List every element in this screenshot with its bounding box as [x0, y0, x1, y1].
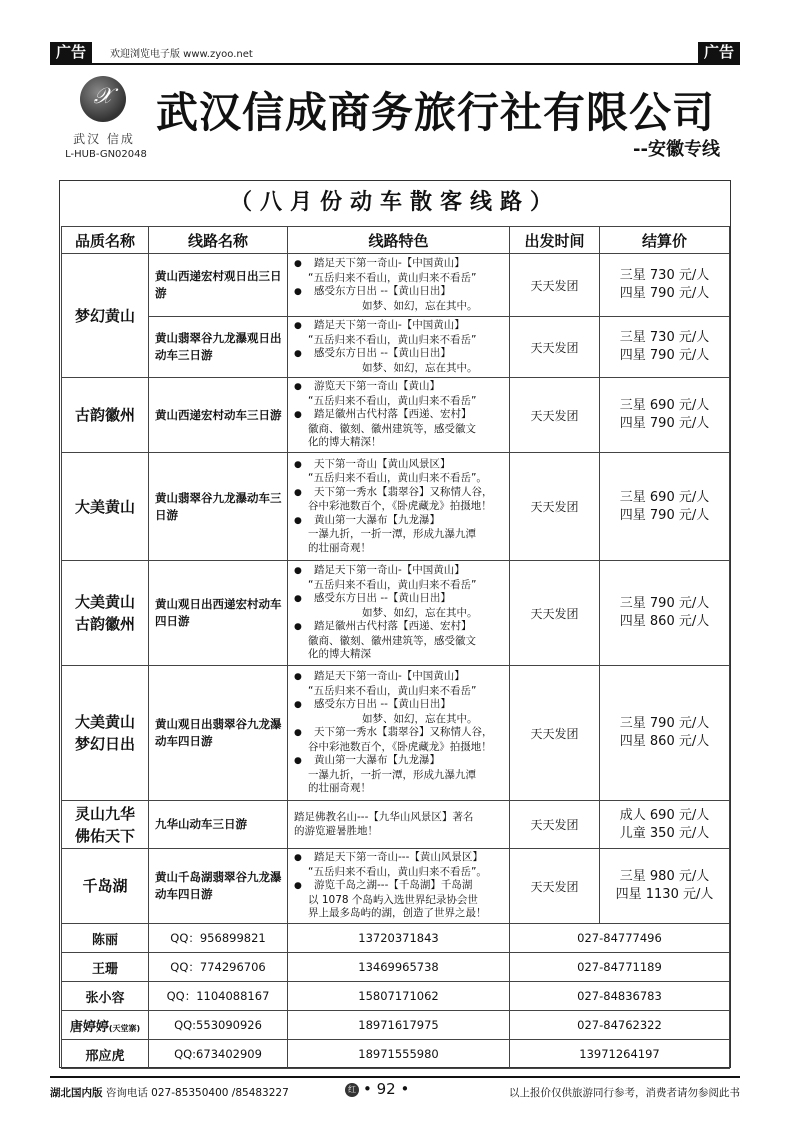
- route-name: 黄山西递宏村动车三日游: [149, 378, 288, 453]
- route-row: [62, 254, 730, 317]
- contact-name-text: 唐婷婷: [69, 1019, 109, 1035]
- departure-time: 天天发团: [510, 378, 600, 453]
- feature-text-line: “五岳归来不看山，黄山归来不看岳”: [308, 684, 477, 697]
- welcome-link[interactable]: 欢迎浏览电子版 www.zyoo.net: [110, 49, 253, 60]
- product-name-line: 古韵徽州: [74, 615, 135, 633]
- price-line: 四星 1130 元/人: [615, 887, 714, 902]
- contact-name-text: 陈丽: [91, 932, 118, 948]
- product-name-line: 梦幻黄山: [74, 306, 135, 325]
- feature-bullet-item: ● 踏足天下第一奇山-【中国黄山】: [294, 257, 506, 272]
- settlement-price: [600, 378, 730, 453]
- route-row: [62, 378, 730, 453]
- price-line: 四星 790 元/人: [619, 348, 710, 363]
- page-number: • 92 •: [363, 1080, 410, 1098]
- feature-bullet-item: ● 感受东方日出 --【黄山日出】: [294, 285, 506, 300]
- feature-text-line: 界上最多岛屿的湖，创造了世界之最！: [308, 907, 487, 920]
- price-line: 三星 690 元/人: [619, 398, 710, 413]
- contact-row: [62, 982, 730, 1011]
- product-name-line: 大美黄山: [74, 713, 135, 731]
- contact-mobile: 18971555980: [288, 1040, 510, 1069]
- edition-label: 湖北国内版: [50, 1087, 103, 1099]
- product-name-line: 大美黄山: [74, 593, 135, 611]
- price-line: 四星 860 元/人: [619, 614, 710, 629]
- settlement-price: [600, 561, 730, 666]
- route-row: [62, 561, 730, 666]
- feature-bullet-item: ● 踏足天下第一奇山-【中国黄山】: [294, 564, 506, 579]
- settlement-price: [600, 666, 730, 801]
- page-badge-icon: 红: [345, 1083, 359, 1097]
- departure-time: 天天发团: [510, 317, 600, 378]
- route-row: [62, 849, 730, 924]
- route-features: [288, 317, 510, 378]
- route-name: 黄山翡翠谷九龙瀑观日出动车三日游: [149, 317, 288, 378]
- contact-mobile: 15807171062: [288, 982, 510, 1011]
- license-code: L-HUB-GN02048: [65, 149, 147, 160]
- route-rows: [62, 254, 730, 924]
- product-name-line: 梦幻日出: [74, 735, 135, 753]
- contact-phone: 13971264197: [510, 1040, 730, 1069]
- route-name: 黄山观日出翡翠谷九龙瀑动车四日游: [149, 666, 288, 801]
- product-name: [62, 453, 149, 561]
- footer-left: [50, 1085, 289, 1100]
- table-title: （八月份动车散客线路）: [229, 190, 560, 215]
- settlement-price: [600, 801, 730, 849]
- contact-phone: 027-84836783: [510, 982, 730, 1011]
- col-header-route: 线路名称: [149, 227, 288, 254]
- hotline: 咨询电话 027-85350400 /85483227: [105, 1087, 289, 1099]
- feature-bullet-item: ● 踏足天下第一奇山-【中国黄山】: [294, 670, 506, 685]
- route-features: [288, 453, 510, 561]
- feature-text-line: 化的博大精深: [308, 648, 371, 661]
- feature-text-line: 的游览避暑胜地！: [294, 824, 378, 837]
- product-name: [62, 849, 149, 924]
- feature-bullet-item: ● 黄山第一大瀑布【九龙瀑】: [294, 514, 506, 529]
- route-name: 九华山动车三日游: [149, 801, 288, 849]
- feature-bullet-item: ● 踏足徽州古代村落【西递、宏村】: [294, 408, 506, 423]
- feature-bullet-item: ● 感受东方日出 --【黄山日出】: [294, 698, 506, 713]
- disclaimer: 以上报价仅供旅游同行参考，消费者请勿参阅此书: [509, 1087, 740, 1099]
- route-price-table: [61, 226, 730, 1069]
- departure-time: 天天发团: [510, 801, 600, 849]
- contact-name-text: 王珊: [91, 961, 118, 977]
- product-name: [62, 801, 149, 849]
- page-number-block: [345, 1080, 409, 1098]
- route-features: [288, 666, 510, 801]
- contact-name: [62, 953, 149, 982]
- product-name-line: 千岛湖: [82, 877, 128, 895]
- contact-qq: QQ：1104088167: [149, 982, 288, 1011]
- route-row: [62, 453, 730, 561]
- route-features: [288, 254, 510, 317]
- contact-mobile: 13469965738: [288, 953, 510, 982]
- product-name: [62, 666, 149, 801]
- product-name: [62, 254, 149, 378]
- company-logo: [64, 76, 154, 168]
- departure-time: 天天发团: [510, 666, 600, 801]
- feature-bullet-item: ● 游览天下第一奇山【黄山】: [294, 380, 506, 395]
- feature-text-line: “五岳归来不看山，黄山归来不看岳”: [308, 578, 477, 591]
- product-name: [62, 378, 149, 453]
- contact-name: [62, 924, 149, 953]
- route-row: [62, 666, 730, 801]
- feature-bullet-item: ● 黄山第一大瀑布【九龙瀑】: [294, 754, 506, 769]
- route-row: [62, 801, 730, 849]
- route-name: 黄山翡翠谷九龙瀑动车三日游: [149, 453, 288, 561]
- price-line: 三星 730 元/人: [619, 268, 710, 283]
- contact-mobile: 18971617975: [288, 1011, 510, 1040]
- product-name: [62, 561, 149, 666]
- feature-text-line: 化的博大精深！: [308, 436, 382, 449]
- ad-label-right: 广告: [698, 42, 740, 63]
- feature-text-line: 以 1078 个岛屿入选世界纪录协会世: [308, 893, 478, 906]
- feature-text-line: 一瀑九折，一折一潭，形成九瀑九潭: [308, 768, 476, 781]
- col-header-price: 结算价: [600, 227, 730, 254]
- col-header-features: 线路特色: [288, 227, 510, 254]
- contact-name-text: 张小容: [85, 990, 125, 1006]
- logo-name: 武汉 信成: [73, 132, 135, 146]
- price-line: 三星 790 元/人: [619, 716, 710, 731]
- feature-text-line: 如梦、如幻，忘在其中。: [362, 299, 478, 312]
- contact-phone: 027-84771189: [510, 953, 730, 982]
- feature-text-line: 徽商、徽刻、徽州建筑等，感受徽文: [308, 634, 476, 647]
- feature-text-line: 谷中彩池数百个，《卧虎藏龙》拍摄地！: [308, 740, 492, 753]
- price-line: 三星 730 元/人: [619, 330, 710, 345]
- top-bar: [50, 42, 740, 63]
- feature-text-line: “五岳归来不看山，黄山归来不看岳”。: [308, 865, 487, 878]
- contact-phone: 027-84762322: [510, 1011, 730, 1040]
- contact-phone: 027-84777496: [510, 924, 730, 953]
- col-header-departure: 出发时间: [510, 227, 600, 254]
- route-name: 黄山西递宏村观日出三日游: [149, 254, 288, 317]
- feature-bullet-item: ● 踏足徽州古代村落【西递、宏村】: [294, 620, 506, 635]
- feature-bullet-item: ● 天下第一奇山【黄山风景区】: [294, 458, 506, 473]
- feature-text-line: 如梦、如幻，忘在其中。: [362, 361, 478, 374]
- departure-time: 天天发团: [510, 561, 600, 666]
- feature-text-line: 如梦、如幻，忘在其中。: [362, 606, 478, 619]
- route-name: 黄山观日出西递宏村动车四日游: [149, 561, 288, 666]
- price-line: 三星 690 元/人: [619, 489, 710, 505]
- table-header-row: [62, 227, 730, 254]
- contact-note: (天堂寨): [108, 1023, 141, 1033]
- feature-text-line: 如梦、如幻，忘在其中。: [362, 712, 478, 725]
- feature-text-line: “五岳归来不看山，黄山归来不看岳”: [308, 333, 477, 346]
- contact-name: [62, 982, 149, 1011]
- feature-bullet-item: ● 天下第一秀水【翡翠谷】又称情人谷，: [294, 726, 506, 741]
- contact-qq: QQ：956899821: [149, 924, 288, 953]
- price-line: 四星 790 元/人: [619, 286, 710, 301]
- feature-bullet-item: ● 踏足天下第一奇山---【黄山风景区】: [294, 851, 506, 866]
- company-name: 武汉信成商务旅行社有限公司: [156, 88, 716, 137]
- feature-bullet-item: ● 感受东方日出 --【黄山日出】: [294, 347, 506, 362]
- feature-bullet-item: ● 游览千岛之湖---【千岛湖】千岛湖: [294, 879, 506, 894]
- product-name-line: 灵山九华: [74, 804, 135, 823]
- feature-text-line: 踏足佛教名山---【九华山风景区】著名: [294, 811, 474, 823]
- settlement-price: [600, 317, 730, 378]
- price-line: 儿童 350 元/人: [619, 825, 710, 841]
- price-line: 四星 790 元/人: [619, 507, 710, 523]
- feature-text-line: “五岳归来不看山，黄山归来不看岳”。: [308, 472, 487, 485]
- route-row: [62, 317, 730, 378]
- route-name: 黄山千岛湖翡翠谷九龙瀑动车四日游: [149, 849, 288, 924]
- departure-time: 天天发团: [510, 254, 600, 317]
- settlement-price: [600, 453, 730, 561]
- contact-qq: QQ:553090926: [149, 1011, 288, 1040]
- route-features: [288, 801, 510, 849]
- contact-name-text: 邢应虎: [85, 1048, 125, 1064]
- contact-name: [62, 1040, 149, 1069]
- feature-bullet-item: ● 天下第一秀水【翡翠谷】又称情人谷，: [294, 486, 506, 501]
- feature-text-line: 谷中彩池数百个，《卧虎藏龙》拍摄地！: [308, 500, 492, 513]
- price-line: 三星 790 元/人: [619, 596, 710, 611]
- contact-qq: QQ:673402909: [149, 1040, 288, 1069]
- feature-text-line: 一瀑九折，一折一潭，形成九瀑九潭: [308, 528, 476, 541]
- departure-time: 天天发团: [510, 849, 600, 924]
- contact-qq: QQ：774296706: [149, 953, 288, 982]
- price-line: 成人 690 元/人: [619, 807, 710, 823]
- feature-text-line: “五岳归来不看山，黄山归来不看岳”: [308, 271, 477, 284]
- contact-row: [62, 1040, 730, 1069]
- settlement-price: [600, 254, 730, 317]
- route-features: [288, 561, 510, 666]
- top-divider: [50, 63, 740, 65]
- route-features: [288, 378, 510, 453]
- product-name-line: 佛佑天下: [74, 826, 135, 845]
- feature-text-line: 的壮丽奇观！: [308, 541, 371, 554]
- logo-monogram: 𝒳: [93, 84, 113, 109]
- contact-row: [62, 924, 730, 953]
- price-line: 三星 980 元/人: [619, 869, 710, 884]
- settlement-price: [600, 849, 730, 924]
- ad-label-left: 广告: [50, 42, 92, 63]
- contact-name: [62, 1011, 149, 1040]
- company-subtitle: --安徽专线: [633, 139, 720, 160]
- feature-text-line: 徽商、徽刻、徽州建筑等，感受徽文: [308, 422, 476, 435]
- feature-text-line: 的壮丽奇观！: [308, 782, 371, 795]
- product-name-line: 大美黄山: [74, 497, 135, 516]
- contact-mobile: 13720371843: [288, 924, 510, 953]
- feature-text-line: “五岳归来不看山，黄山归来不看岳”: [308, 394, 477, 407]
- contact-row: [62, 953, 730, 982]
- departure-time: 天天发团: [510, 453, 600, 561]
- col-header-product: 品质名称: [62, 227, 149, 254]
- bottom-divider: [50, 1076, 740, 1078]
- feature-bullet-item: ● 踏足天下第一奇山-【中国黄山】: [294, 319, 506, 334]
- route-features: [288, 849, 510, 924]
- price-line: 四星 790 元/人: [619, 416, 710, 431]
- product-name-line: 古韵徽州: [74, 406, 135, 424]
- contact-row: [62, 1011, 730, 1040]
- feature-bullet-item: ● 感受东方日出 --【黄山日出】: [294, 592, 506, 607]
- price-line: 四星 860 元/人: [619, 734, 710, 749]
- contact-rows: [62, 924, 730, 1069]
